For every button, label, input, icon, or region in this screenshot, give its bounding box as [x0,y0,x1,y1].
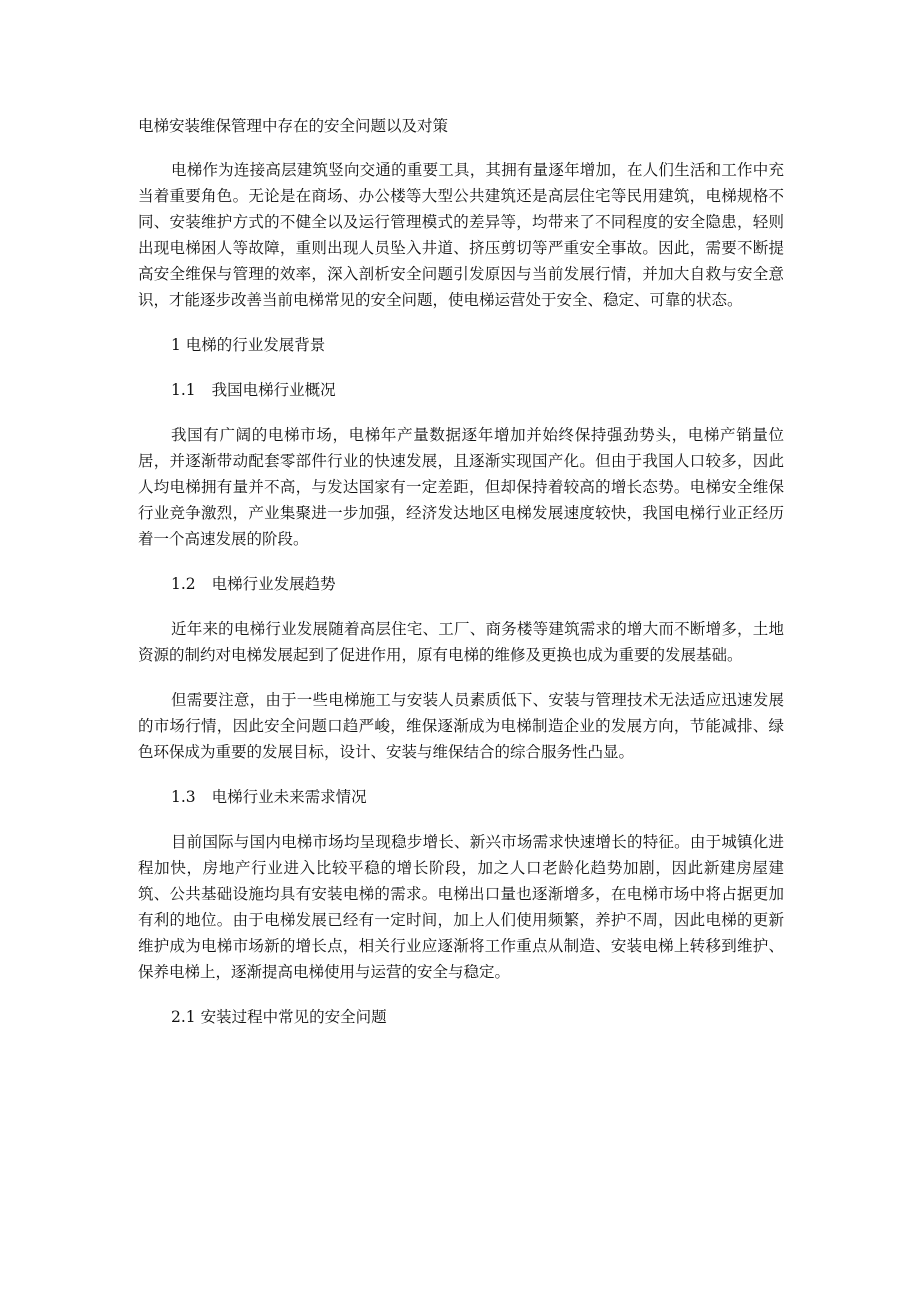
section-1-1-paragraph: 我国有广阔的电梯市场，电梯年产量数据逐年增加并始终保持强劲势头，电梯产销量位居，并逐渐带动配套零部件行业的快速发展，且逐渐实现国产化。但由于我国人口较多，因此人均电梯拥有量并不高，与发达国家有一定差距，但却保持着较高的增长态势。电梯安全维保行业竞争激烈，产业集聚进一步加强，经济发达地区电梯发展速度较快，我国电梯行业正经历着一个高速发展的阶段。 [138,426,784,548]
section-1-1-number: 1.1 [171,381,196,399]
section-1-1-heading [138,377,784,403]
document-body [138,113,784,1049]
section-1-2-paragraph-2: 但需要注意，由于一些电梯施工与安装人员素质低下、安装与管理技术无法适应迅速发展的市场行情，因此安全问题口趋严峻，维保逐渐成为电梯制造企业的发展方向，节能减排、绿色环保成为重要的发展目标，设计、安装与维保结合的综合服务性凸显。 [138,691,784,761]
intro-paragraph: 电梯作为连接高层建筑竖向交通的重要工具，其拥有量逐年增加，在人们生活和工作中充当着重要角色。无论是在商场、办公楼等大型公共建筑还是高层住宅等民用建筑，电梯规格不同、安装维护方式的不健全以及运行管理模式的差异等，均带来了不同程度的安全隐患，轻则出现电梯困人等故障，重则出现人员坠入井道、挤压剪切等严重安全事故。因此，需要不断提高安全维保与管理的效率，深入剖析安全问题引发原因与当前发展行情，并加大自救与安全意识，才能逐步改善当前电梯常见的安全问题，使电梯运营处于安全、稳定、可靠的状态。 [138,161,784,309]
section-1-2-number: 1.2 [171,575,196,593]
section-1-3-paragraph: 目前国际与国内电梯市场均呈现稳步增长、新兴市场需求快速增长的特征。由于城镇化进程加快，房地产行业进入比较平稳的增长阶段，加之人口老龄化趋势加剧，因此新建房屋建筑、公共基础设施均具有安装电梯的需求。电梯出口量也逐渐增多，在电梯市场中将占据更加有利的地位。由于电梯发展已经有一定时间，加上人们使用频繁，养护不周，因此电梯的更新维护成为电梯市场新的增长点，相关行业应逐渐将工作重点从制造、安装电梯上转移到维护、保养电梯上，逐渐提高电梯使用与运营的安全与稳定。 [138,833,784,981]
section-2-1-heading: 2.1 安装过程中常见的安全问题 [171,1008,387,1026]
document-title: 电梯安装维保管理中存在的安全问题以及对策 [138,117,449,135]
section-1-3-number: 1.3 [171,788,196,806]
section-1-2-paragraph-1: 近年来的电梯行业发展随着高层住宅、工厂、商务楼等建筑需求的增大而不断增多，土地资源的制约对电梯发展起到了促进作用，原有电梯的维修及更换也成为重要的发展基础。 [138,620,784,664]
section-1-2-title: 电梯行业发展趋势 [211,575,336,593]
section-1-2-heading [138,571,784,597]
section-1-3-heading [138,784,784,810]
section-1-3-title: 电梯行业未来需求情况 [211,788,367,806]
section-1-1-title: 我国电梯行业概况 [211,381,336,399]
section-1-heading: 1 电梯的行业发展背景 [171,336,326,354]
